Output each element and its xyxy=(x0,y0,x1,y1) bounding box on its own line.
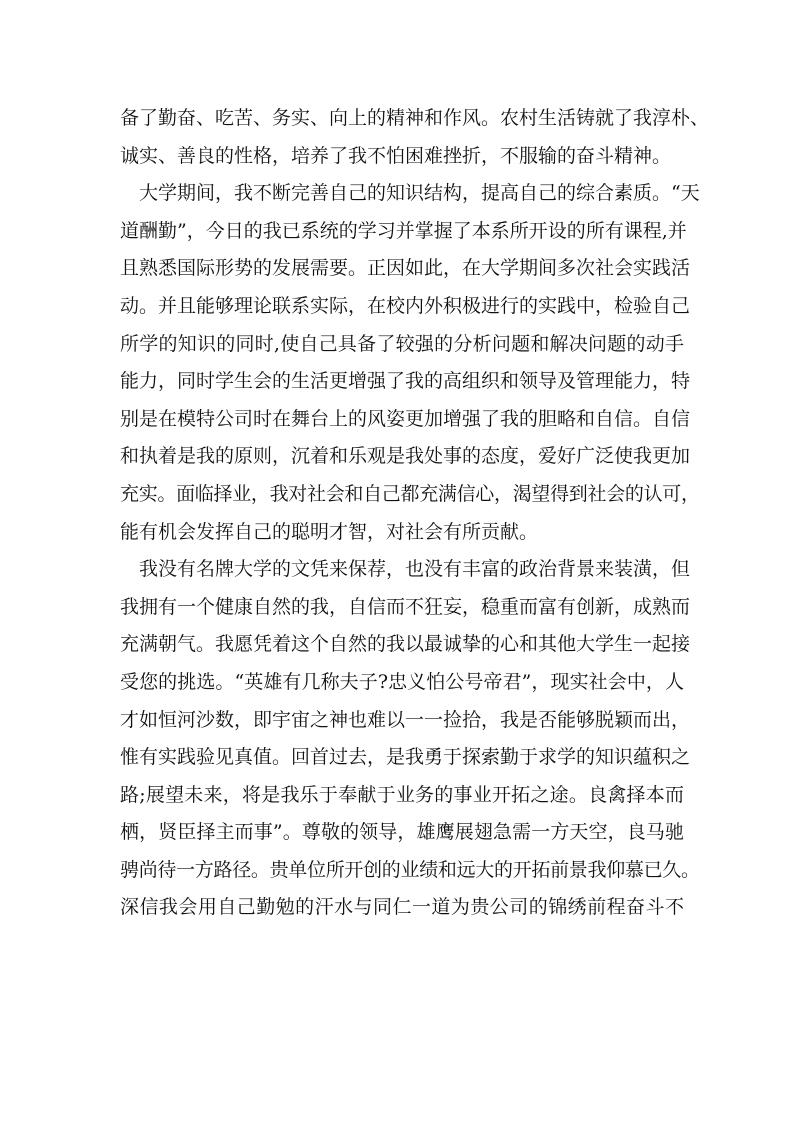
text-line: 和执着是我的原则，沉着和乐观是我处事的态度，爱好广泛使我更加 xyxy=(120,445,691,468)
text-line: 才如恒河沙数，即宇宙之神也难以一一捡拾，我是否能够脱颖而出， xyxy=(120,708,691,731)
text-line: 大学期间，我不断完善自己的知识结构，提高自己的综合素质。“天 xyxy=(139,182,700,205)
text-line: 我没有名牌大学的文凭来保荐，也没有丰富的政治背景来装潢，但 xyxy=(139,558,691,581)
paragraph-university xyxy=(120,175,700,551)
document-body xyxy=(120,100,710,927)
text-line: 充满朝气。我愿凭着这个自然的我以最诚挚的心和其他大学生一起接 xyxy=(120,633,691,656)
text-line: 充实。面临择业，我对社会和自己都充满信心，渴望得到社会的认可， xyxy=(120,482,700,505)
text-line: 我拥有一个健康自然的我，自信而不狂妄，稳重而富有创新，成熟而 xyxy=(120,595,691,618)
text-line: 能有机会发挥自己的聪明才智，对社会有所贡献。 xyxy=(120,520,539,543)
text-line: 惟有实践验见真值。回首过去，是我勇于探索勤于求学的知识蕴积之 xyxy=(120,746,691,769)
text-line: 能力，同时学生会的生活更增强了我的高组织和领导及管理能力，特 xyxy=(120,370,691,393)
text-line: 深信我会用自己勤勉的汗水与同仁一道为贵公司的锦绣前程奋斗不 xyxy=(120,896,684,919)
text-line: 路;展望未来，将是我乐于奉献于业务的事业开拓之途。良禽择本而 xyxy=(120,783,684,806)
paragraph-self-recommendation xyxy=(120,551,700,927)
text-line: 动。并且能够理论联系实际，在校内外积极进行的实践中，检验自己 xyxy=(120,294,691,317)
text-line: 别是在模特公司时在舞台上的风姿更加增强了我的胆略和自信。自信 xyxy=(120,407,691,430)
text-line: 且熟悉国际形势的发展需要。正因如此，在大学期间多次社会实践活 xyxy=(120,257,691,280)
text-line: 栖，贤臣择主而事”。尊敬的领导，雄鹰展翅急需一方天空，良马驰 xyxy=(120,821,684,844)
text-line: 诚实、善良的性格，培养了我不怕困难挫折，不服输的奋斗精神。 xyxy=(120,144,672,167)
text-line: 所学的知识的同时,使自己具备了较强的分析问题和解决问题的动手 xyxy=(120,332,684,355)
text-line: 道酬勤”，今日的我已系统的学习并掌握了本系所开设的所有课程,并 xyxy=(120,219,687,242)
text-line: 备了勤奋、吃苦、务实、向上的精神和作风。农村生活铸就了我淳朴、 xyxy=(120,107,710,129)
text-line: 受您的挑选。“英雄有几称夫子?忠义怕公号帝君”，现实社会中，人 xyxy=(120,670,684,693)
text-line: 骋尚待一方路径。贵单位所开创的业绩和远大的开拓前景我仰慕已久。 xyxy=(120,858,700,881)
paragraph-upbringing xyxy=(120,100,710,175)
